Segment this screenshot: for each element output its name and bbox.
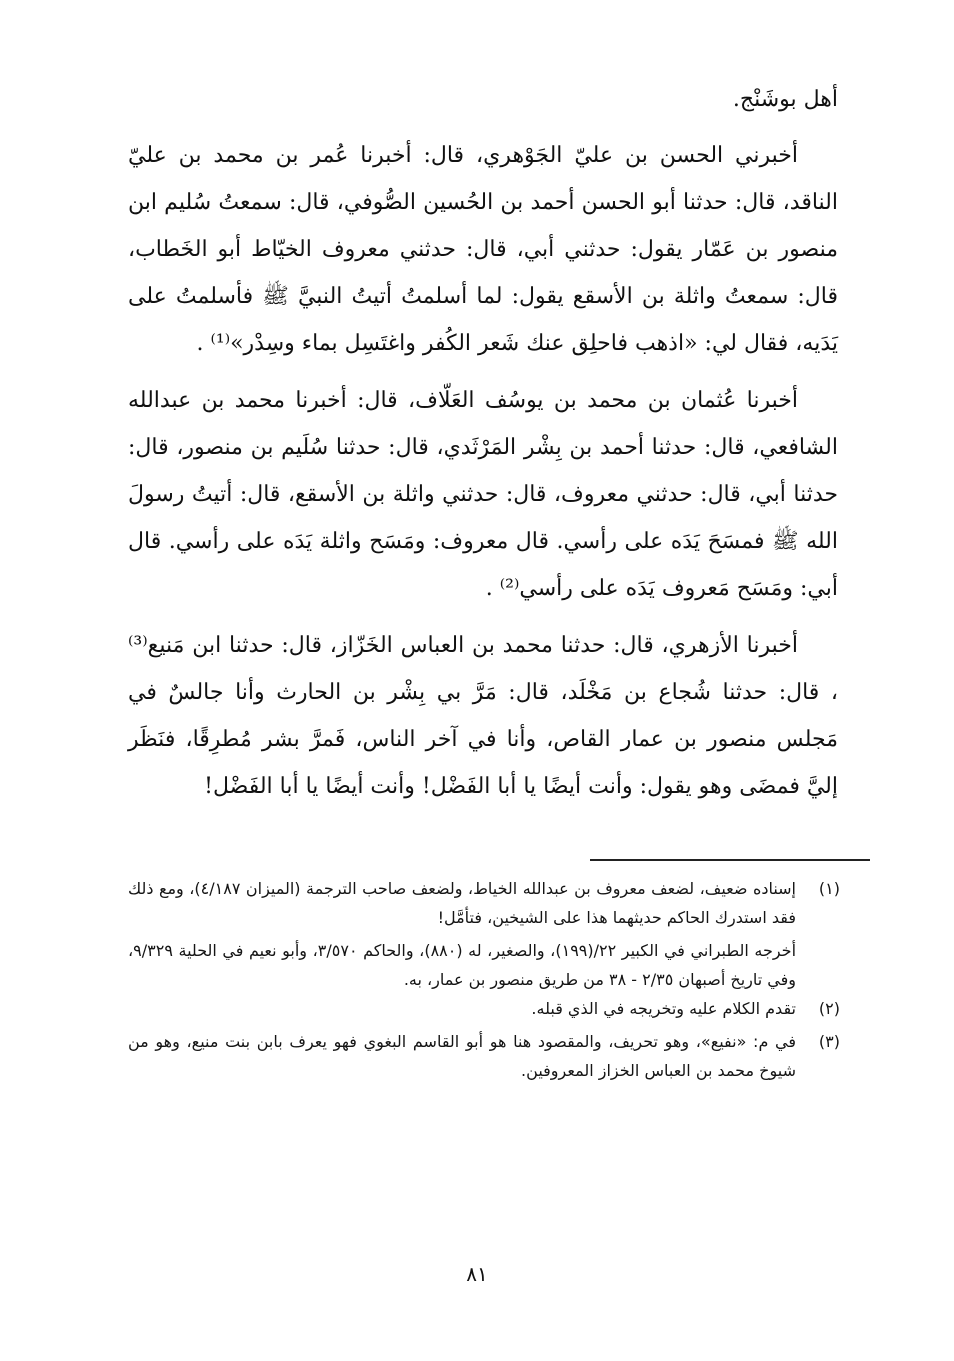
footnote-number: (٢) — [818, 999, 840, 1018]
footnote-3 — [128, 1027, 840, 1085]
footnote-number: (١) — [818, 879, 840, 898]
main-text — [128, 132, 838, 810]
footnote-1 — [128, 874, 840, 932]
footnote-separator — [590, 859, 870, 861]
footnote-text: إسناده ضعيف، لضعف معروف بن عبدالله الخياط، ولضعف صاحب الترجمة (الميزان ٤/١٨٧)، ومع ذلك فقد استدرك الحاكم حديثهما هذا على الشيخين، فتأمَّل! — [128, 879, 797, 927]
footnotes — [128, 874, 840, 1085]
page-number: ٨١ — [466, 1262, 488, 1286]
footnote-1-continuation: أخرجه الطبراني في الكبير ٢٢/(١٩٩)، والصغير، له (٨٨٠)، والحاكم ٣/٥٧٠، وأبو نعيم في الحلية ٩/٣٢٩، وفي تاريخ أصبهان ٢/٣٥ - ٣٨ من طريق منصور بن عمار، به. — [128, 941, 797, 989]
section-heading: أهل بوشَنْج. — [732, 87, 838, 112]
footnote-2 — [128, 994, 840, 1023]
footnote-text: في م: «نفيع»، وهو تحريف، والمقصود هنا هو أبو القاسم البغوي فهو يعرف بابن بنت منيع، وهو من شيوخ محمد بن العباس الخزاز المعروفين. — [128, 1032, 796, 1080]
footnote-number: (٣) — [818, 1032, 840, 1051]
paragraph-3: أخبرنا الأزهري، قال: حدثنا محمد بن العباس الخَزّاز، قال: حدثنا ابن مَنيع⁽³⁾ ، قال: حدثنا شُجاع بن مَخْلَد، قال: مَرَّ بي بِشْر بن الحارث وأنا جالسٌ في مَجلس منصور بن عمار القاص، وأنا في آخر الناس، فَمرَّ بشر مُطرِقًا، فنَظَر إليَّ فمضَى وهو يقول: وأنت أيضًا يا أبا الفَضْل! وأنت أيضًا يا أبا الفَضْل! — [128, 633, 838, 799]
paragraph-1: أخبرني الحسن بن عليّ الجَوْهري، قال: أخبرنا عُمر بن محمد بن عليّ الناقد، قال: حدثنا أبو الحسن أحمد بن الحُسين الصُّوفي، قال: سمعتُ سُليم ابن منصور بن عَمّار يقول: حدثني أبي، قال: حدثني معروف الخيّاط أبو الخَطاب، قال: سمعتُ واثلة بن الأسقع يقول: لما أسلمتُ أتيتُ النبيَّ ﷺ فأسلمتُ على يَدَيه، فقال لي: «اذهب فاحلِق عنك شَعر الكُفر واغتَسِل بماء وسِدْر»⁽¹⁾ . — [128, 143, 838, 356]
footnote-text: تقدم الكلام عليه وتخريجه في الذي قبله. — [531, 999, 796, 1018]
paragraph-2: أخبرنا عُثمان بن محمد بن يوسُف العَلّاف، قال: أخبرنا محمد بن عبدالله الشافعي، قال: حدثنا أحمد بن بِشْر المَرْثَدي، قال: حدثنا سُلَيم بن منصور، قال: حدثنا أبي، قال: حدثني معروف، قال: حدثني واثلة بن الأسقع، قال: أتيتُ رسولَ الله ﷺ فمسَحَ يَدَه على رأسي. قال معروف: ومَسَح واثلة يَدَه على رأسي. قال أبي: ومَسَح مَعروف يَدَه على رأسي⁽²⁾ . — [128, 388, 838, 601]
